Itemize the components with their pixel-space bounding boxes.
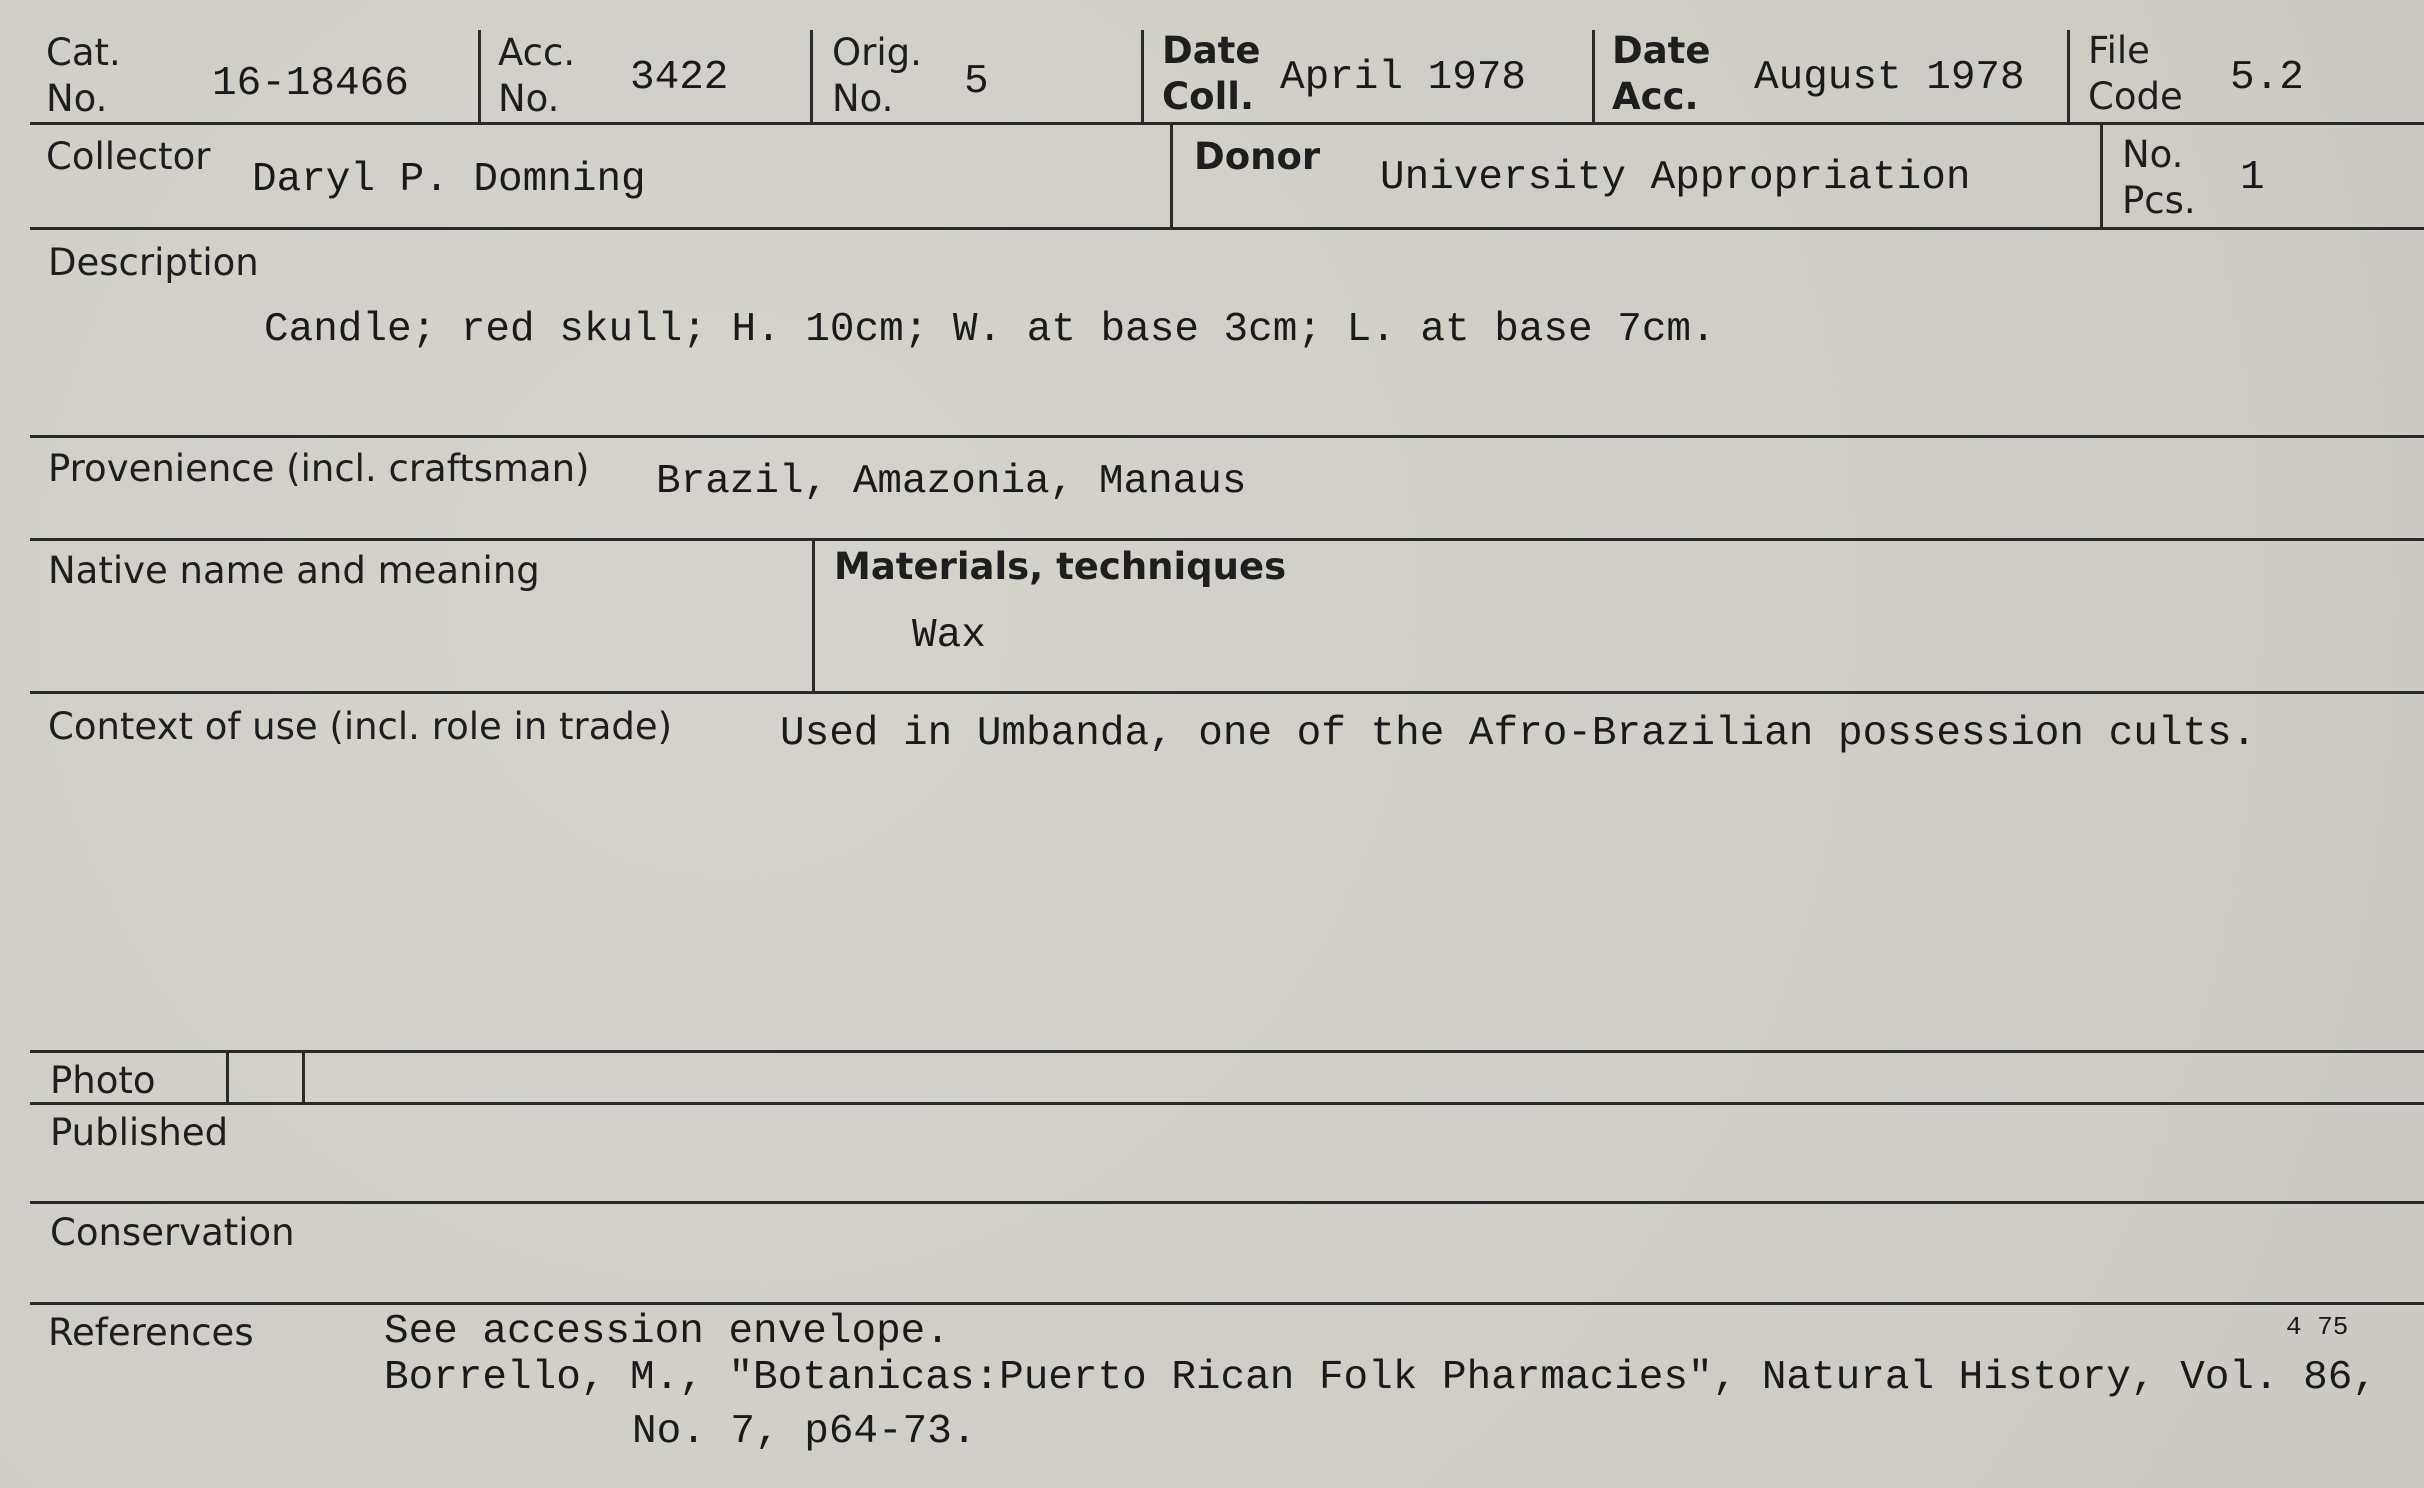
orig-no-label: Orig. No. [832,31,922,121]
date-acc-label: Date Acc. [1612,29,1711,119]
materials-label: Materials, techniques [834,545,1287,588]
references-line-2: Borrello, M., "Botanicas:Puerto Rican Folk Pharmacies", Natural History, Vol. 86, [384,1355,2377,1401]
date-coll-value: April 1978 [1280,55,1527,101]
collector-value: Daryl P. Domning [252,157,646,203]
rule-photo-box-1 [226,1052,229,1104]
description-label: Description [48,241,259,284]
provenience-label: Provenience (incl. craftsman) [48,447,590,490]
rule-photo-bottom [30,1102,2424,1105]
context-value: Used in Umbanda, one of the Afro-Brazilian possession cults. [780,711,2257,757]
date-acc-value: August 1978 [1754,55,2025,101]
file-code-value: 5.2 [2230,55,2304,101]
rule-row2-bottom [30,227,2424,230]
references-line-1: See accession envelope. [384,1309,950,1355]
rule-header-div-3 [1141,30,1144,124]
rule-header-bottom [30,122,2424,125]
rule-photo-top [30,1050,2424,1053]
rule-header-div-5 [2067,30,2070,124]
rule-description-bottom [30,435,2424,438]
rule-photo-box-2 [302,1052,305,1104]
references-line-3: No. 7, p64-73. [632,1409,977,1455]
no-pcs-value: 1 [2240,155,2265,201]
donor-label: Donor [1194,135,1321,178]
donor-value: University Appropriation [1380,155,1971,201]
rule-header-div-1 [478,30,481,124]
rule-native-bottom [30,691,2424,694]
collector-label: Collector [46,135,211,178]
conservation-label: Conservation [50,1211,295,1254]
rule-conservation-bottom [30,1302,2424,1305]
cat-no-value: 16-18466 [212,61,409,107]
acc-no-value: 3422 [630,55,729,101]
rule-published-bottom [30,1201,2424,1204]
cat-no-label: Cat. No. [46,31,121,121]
description-value: Candle; red skull; H. 10cm; W. at base 3cm; L. at base 7cm. [264,307,1716,353]
provenience-value: Brazil, Amazonia, Manaus [656,459,1247,505]
references-label: References [48,1311,254,1354]
rule-header-div-4 [1592,30,1595,124]
date-coll-label: Date Coll. [1162,29,1261,119]
rule-header-div-2 [810,30,813,124]
materials-value: Wax [912,613,986,659]
context-label: Context of use (incl. role in trade) [48,705,673,748]
file-code-label: File Code [2088,29,2183,119]
rule-native-div [812,540,815,693]
native-name-label: Native name and meaning [48,549,540,592]
orig-no-value: 5 [964,59,989,105]
rule-provenience-bottom [30,538,2424,541]
published-label: Published [50,1111,229,1154]
rule-row2-div-2 [2100,124,2103,229]
form-code: 4 75 [2286,1312,2349,1342]
no-pcs-label: No. Pcs. [2122,133,2196,223]
acc-no-label: Acc. No. [498,31,576,121]
photo-label: Photo [50,1059,156,1102]
rule-row2-div-1 [1170,124,1173,229]
